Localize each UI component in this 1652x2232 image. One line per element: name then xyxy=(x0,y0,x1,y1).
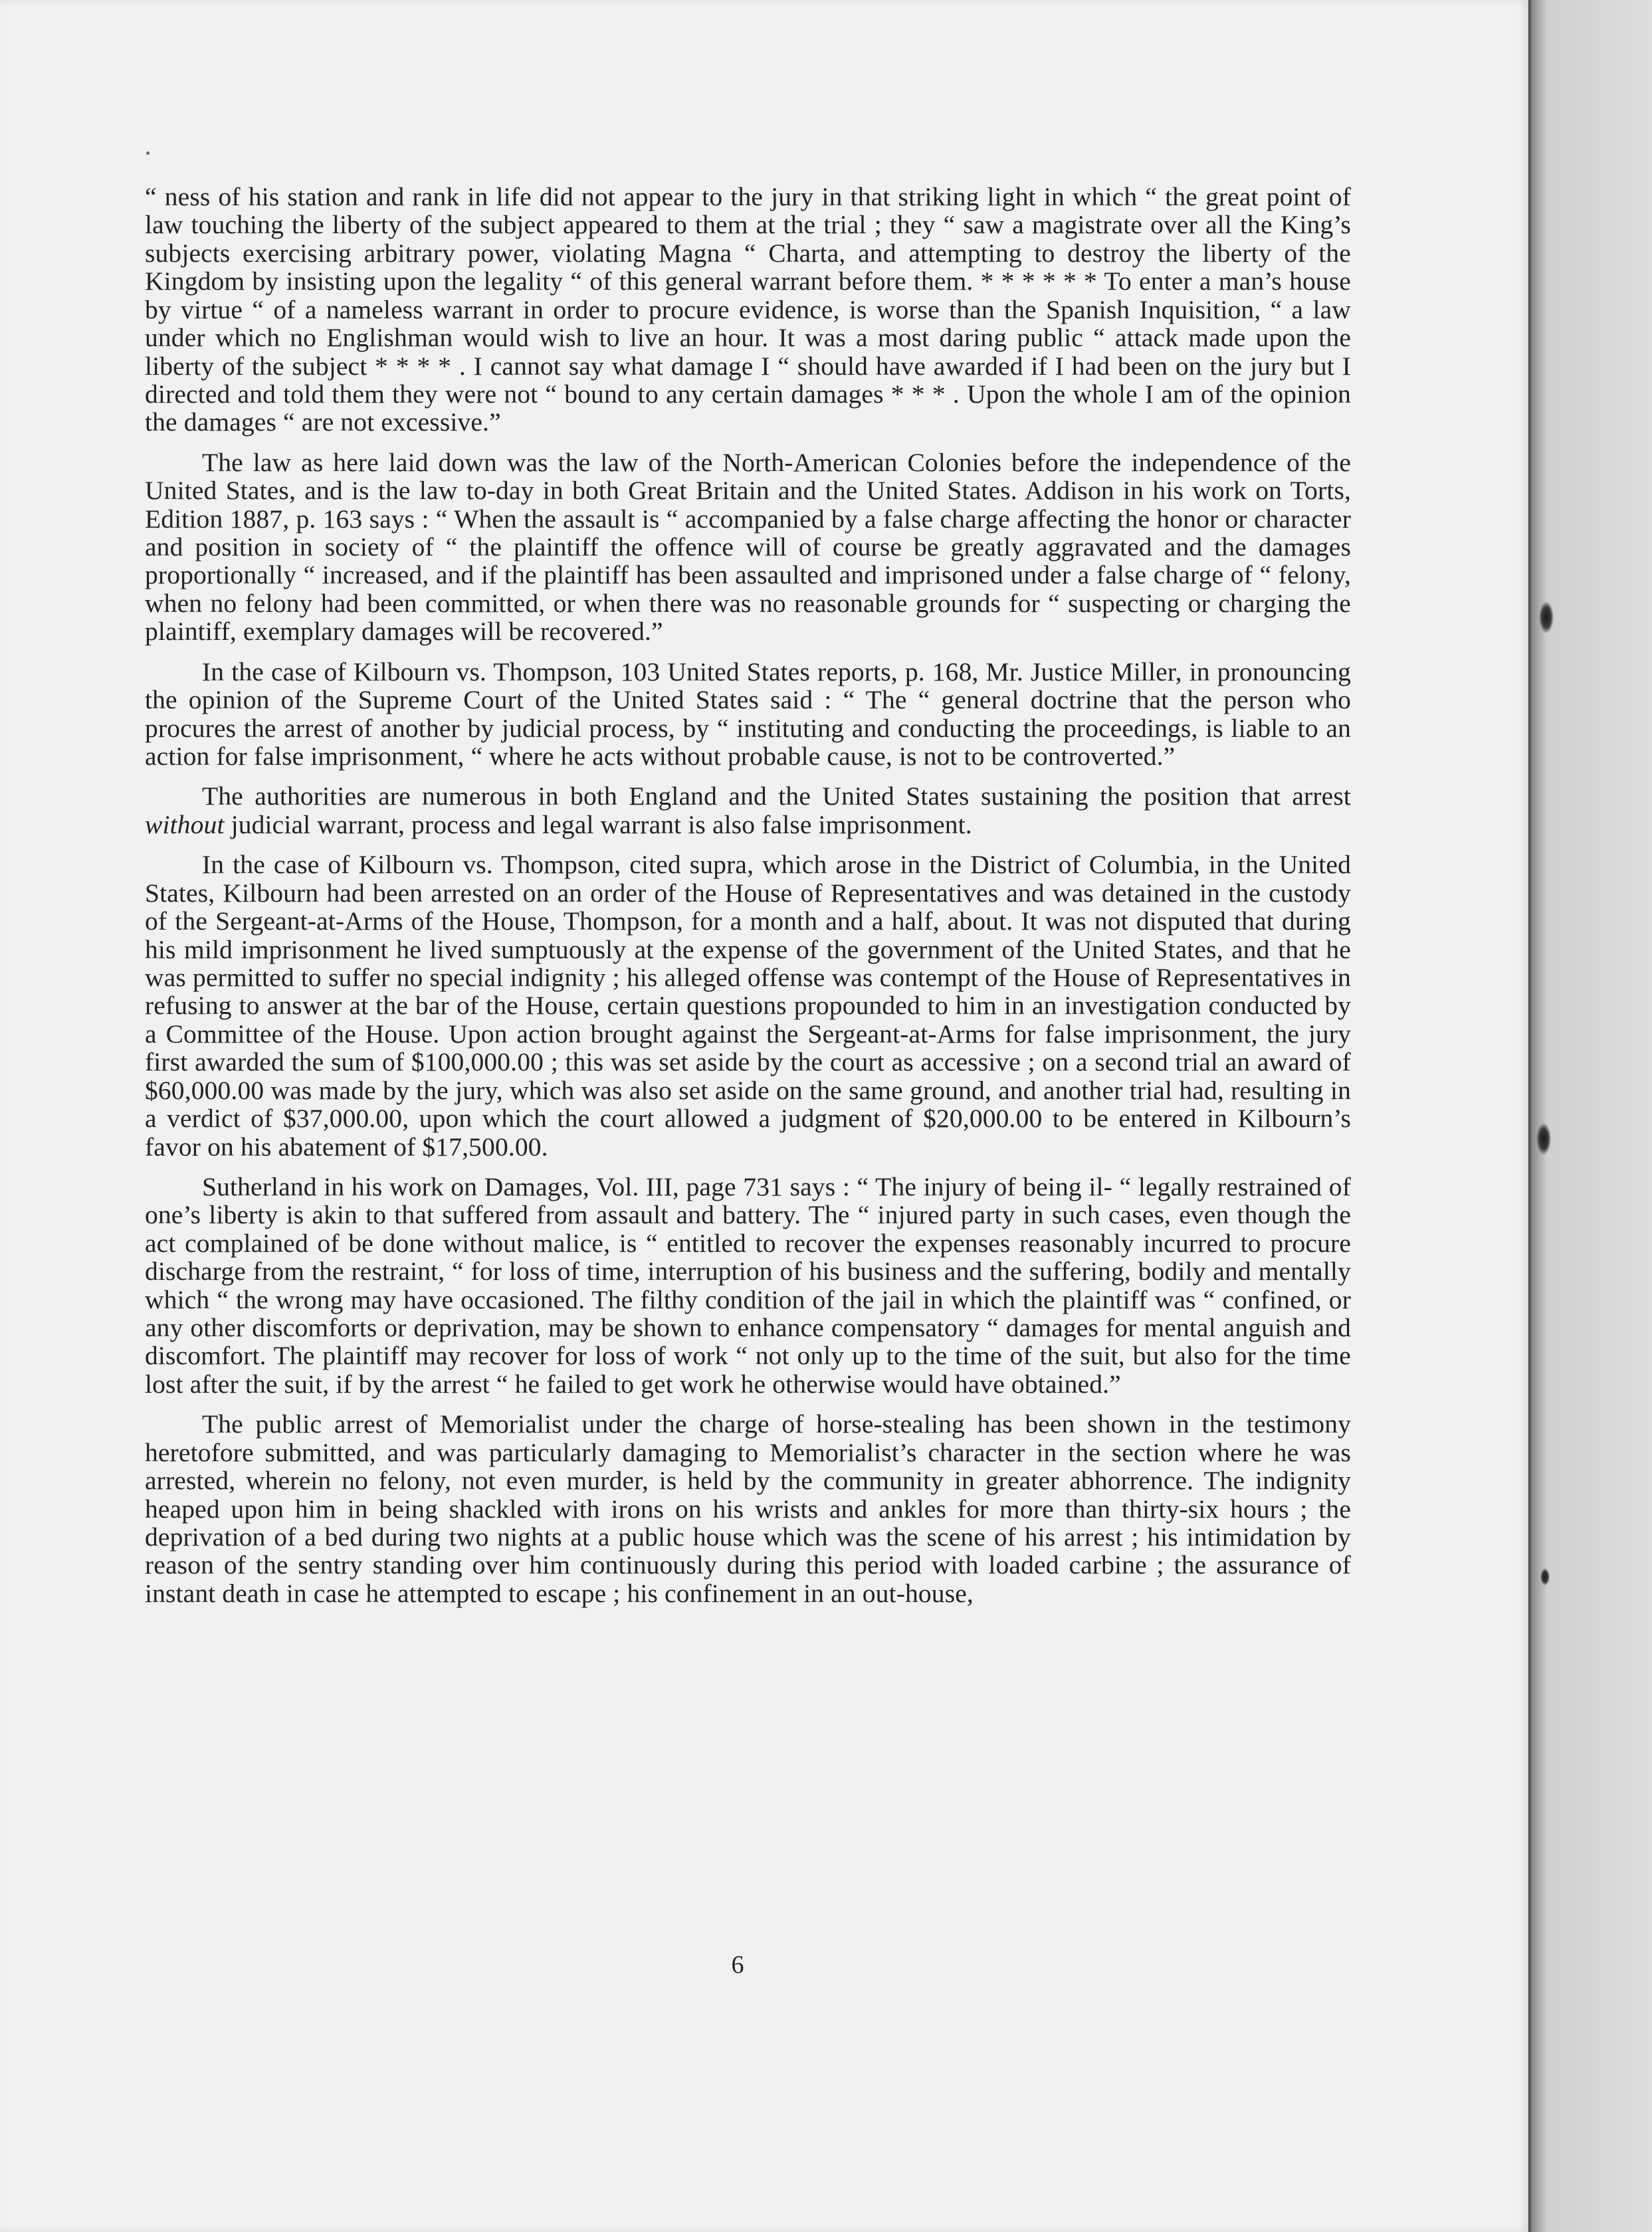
authorities-tail: judicial warrant, process and legal warrant is also false imprisonment. xyxy=(231,809,972,839)
paragraph-kilbourn-details: In the case of Kilbourn vs. Thompson, cited supra, which arose in the District of Columbia, in the United States, Kilbourn had been arrested on an order of the House of Representatives and was detained in the custody of the Sergeant-at-Arms of the House, Thompson, for a month and a half, about. It was not disputed that during his mild imprisonment he lived sumptuously at the expense of the government of the United States, and that he was permitted to suffer no special indignity ; his alleged offense was contempt of the House of Representatives in refusing to answer at the bar of the House, certain questions propounded to him in an investigation conducted by a Committee of the House. Upon action brought against the Sergeant-at-Arms for false imprisonment, the jury first awarded the sum of $100,000.00 ; this was set aside by the court as accessive ; on a second trial an award of $60,000.00 was made by the jury, which was also set aside on the same ground, and another trial had, resulting in a verdict of $37,000.00, upon which the court allowed a judgment of $20,000.00 to be entered in Kilbourn’s favor on his abatement of $17,500.00. xyxy=(145,850,1351,1162)
paragraph-authorities xyxy=(145,782,1351,839)
binding-stitch-mark xyxy=(1539,601,1554,633)
book-spine xyxy=(1528,0,1652,2232)
paragraph-kilbourn-case: In the case of Kilbourn vs. Thompson, 103 United States reports, p. 168, Mr. Justice Miller, in pronouncing the opinion of the Supreme Court of the United States said : “ The “ general doctrine that the person who procures the arrest of another by judicial process, by “ instituting and conducting the proceedings, is liable to an action for false imprisonment, “ where he acts without probable cause, is not to be controverted.” xyxy=(145,657,1351,771)
paper-speck xyxy=(146,152,150,155)
paragraph-sutherland: Sutherland in his work on Damages, Vol. III, page 731 says : “ The injury of being il- “ legally restrained of one’s liberty is akin to that suffered from assault and battery. The “ injured party in such cases, even though the act complained of be done without malice, is “ entitled to recover the expenses reasonably incurred to procure discharge from the restraint, “ for loss of time, interruption of his business and the suffering, bodily and mentally which “ the wrong may have occasioned. The filthy condition of the jail in which the plaintiff was “ confined, or any other discomforts or deprivation, may be shown to enhance compensatory “ damages for mental anguish and discomfort. The plaintiff may recover for loss of work “ not only up to the time of the suit, but also for the time lost after the suit, if by the arrest “ he failed to get work he otherwise would have obtained.” xyxy=(145,1171,1351,1399)
page-number: 6 xyxy=(731,1951,744,1979)
paragraph-memorialist: The public arrest of Memorialist under the charge of horse-stealing has been shown in the testimony heretofore submitted, and was particularly damaging to Memorialist’s character in the section where he was arrested, wherein no felony, not even murder, is held by the community in greater abhorrence. The indignity heaped upon him in being shackled with irons on his wrists and ankles for more than thirty-six hours ; the deprivation of a bed during two nights at a public house which was the scene of his arrest ; his intimidation by reason of the sentry standing over him continuously during this period with loaded carbine ; the assurance of instant death in case he attempted to escape ; his confinement in an out-house, xyxy=(145,1409,1351,1608)
quotation-continuation: “ ness of his station and rank in life did not appear to the jury in that striking light in which “ the great point of law touching the liberty of the subject appeared to them at the trial ; they “ saw a magistrate over all the King’s subjects exercising arbitrary power, violating Magna “ Charta, and attempting to destroy the liberty of the Kingdom by insisting upon the legality “ of this general warrant before them. * * * * * * To enter a man’s house by virtue “ of a nameless warrant in order to procure evidence, is worse than the Spanish Inquisition, “ a law under which no Englishman would wish to live an hour. It was a most daring public “ attack made upon the liberty of the subject * * * * . I cannot say what damage I “ should have awarded if I had been on the jury but I directed and told them they were not “ bound to any certain damages * * * . Upon the whole I am of the opinion the damages “ are not excessive.” xyxy=(145,182,1351,437)
binding-stitch-mark xyxy=(1540,1568,1550,1585)
page-body xyxy=(145,183,1351,1619)
authorities-italic: without xyxy=(145,809,225,839)
paragraph-addison: The law as here laid down was the law of the North-American Colonies before the independence of the United States, and is the law to-day in both Great Britain and the United States. Addison in his work on Torts, Edition 1887, p. 163 says : “ When the assault is “ accompanied by a false charge affecting the honor or character and position in society of “ the plaintiff the offence will of course be greatly aggravated and the damages proportionally “ increased, and if the plaintiff has been assaulted and imprisoned under a false charge of “ felony, when no felony had been committed, or when there was no reasonable grounds for “ suspecting or charging the plaintiff, exemplary damages will be recovered.” xyxy=(145,447,1351,647)
binding-stitch-mark xyxy=(1536,1123,1551,1155)
authorities-lead: The authorities are numerous in both England and the United States sustaining the position that arrest xyxy=(202,781,1351,811)
